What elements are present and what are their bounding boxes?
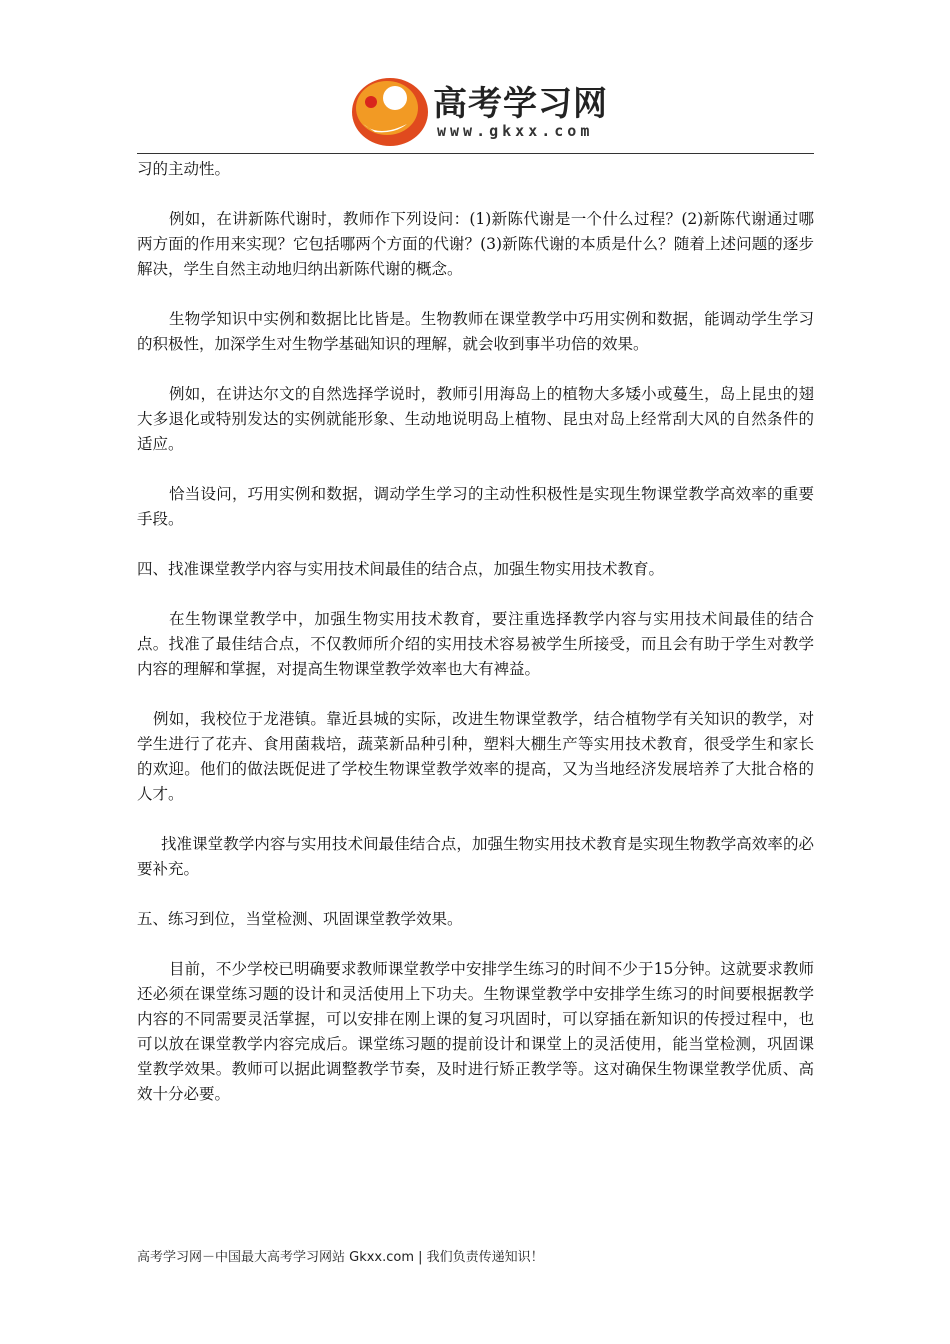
section-heading: 四、找准课堂教学内容与实用技术间最佳的结合点，加强生物实用技术教育。 [137, 560, 665, 578]
paragraph: 例如，在讲新陈代谢时，教师作下列设问：(1)新陈代谢是一个什么过程？(2)新陈代谢通过哪两方面的作用来实现？它包括哪两个方面的代谢？(3)新陈代谢的本质是什么？随着上述问题的逐步解决，学生自然主动地归纳出新陈代谢的概念。 [137, 210, 814, 278]
paragraph: 习的主动性。 [137, 160, 231, 178]
section-heading: 五、练习到位，当堂检测、巩固课堂教学效果。 [137, 910, 463, 928]
document-body [137, 157, 814, 1132]
paragraph: 找准课堂教学内容与实用技术间最佳结合点，加强生物实用技术教育是实现生物教学高效率的必要补充。 [137, 835, 814, 878]
logo-icon [349, 68, 431, 150]
paragraph: 例如，在讲达尔文的自然选择学说时，教师引用海岛上的植物大多矮小或蔓生，岛上昆虫的翅大多退化或特别发达的实例就能形象、生动地说明岛上植物、昆虫对岛上经常刮大风的自然条件的适应。 [137, 385, 814, 453]
header-divider [137, 153, 814, 154]
paragraph: 目前，不少学校已明确要求教师课堂教学中安排学生练习的时间不少于15分钟。这就要求教师还必须在课堂练习题的设计和灵活使用上下功夫。生物课堂教学中安排学生练习的时间要根据教学内容的不同需要灵活掌握，可以安排在刚上课的复习巩固时，可以穿插在新知识的传授过程中，也可以放在课堂教学内容完成后。课堂练习题的提前设计和课堂上的灵活使用，能当堂检测，巩固课堂教学效果。教师可以据此调整教学节奏，及时进行矫正教学等。这对确保生物课堂教学优质、高效十分必要。 [137, 960, 814, 1103]
paragraph: 在生物课堂教学中，加强生物实用技术教育，要注重选择教学内容与实用技术间最佳的结合点。找准了最佳结合点，不仅教师所介绍的实用技术容易被学生所接受，而且会有助于学生对教学内容的理解和掌握，对提高生物课堂教学效率也大有裨益。 [137, 610, 814, 678]
paragraph: 恰当设问，巧用实例和数据，调动学生学习的主动性积极性是实现生物课堂教学高效率的重要手段。 [137, 485, 814, 528]
page-footer: 高考学习网－中国最大高考学习网站 Gkxx.com | 我们负责传递知识！ [137, 1250, 544, 1265]
paragraph: 例如，我校位于龙港镇。靠近县城的实际，改进生物课堂教学，结合植物学有关知识的教学，对学生进行了花卉、食用菌栽培，蔬菜新品种引种，塑料大棚生产等实用技术教育，很受学生和家长的欢迎。他们的做法既促进了学校生物课堂教学效率的提高，又为当地经济发展培养了大批合格的人才。 [137, 710, 814, 803]
paragraph: 生物学知识中实例和数据比比皆是。生物教师在课堂教学中巧用实例和数据，能调动学生学习的积极性，加深学生对生物学基础知识的理解，就会收到事半功倍的效果。 [137, 310, 814, 353]
brand-url: www.gkxx.com [437, 122, 594, 140]
brand-name: 高考学习网 [433, 84, 608, 124]
page-header [137, 60, 814, 156]
